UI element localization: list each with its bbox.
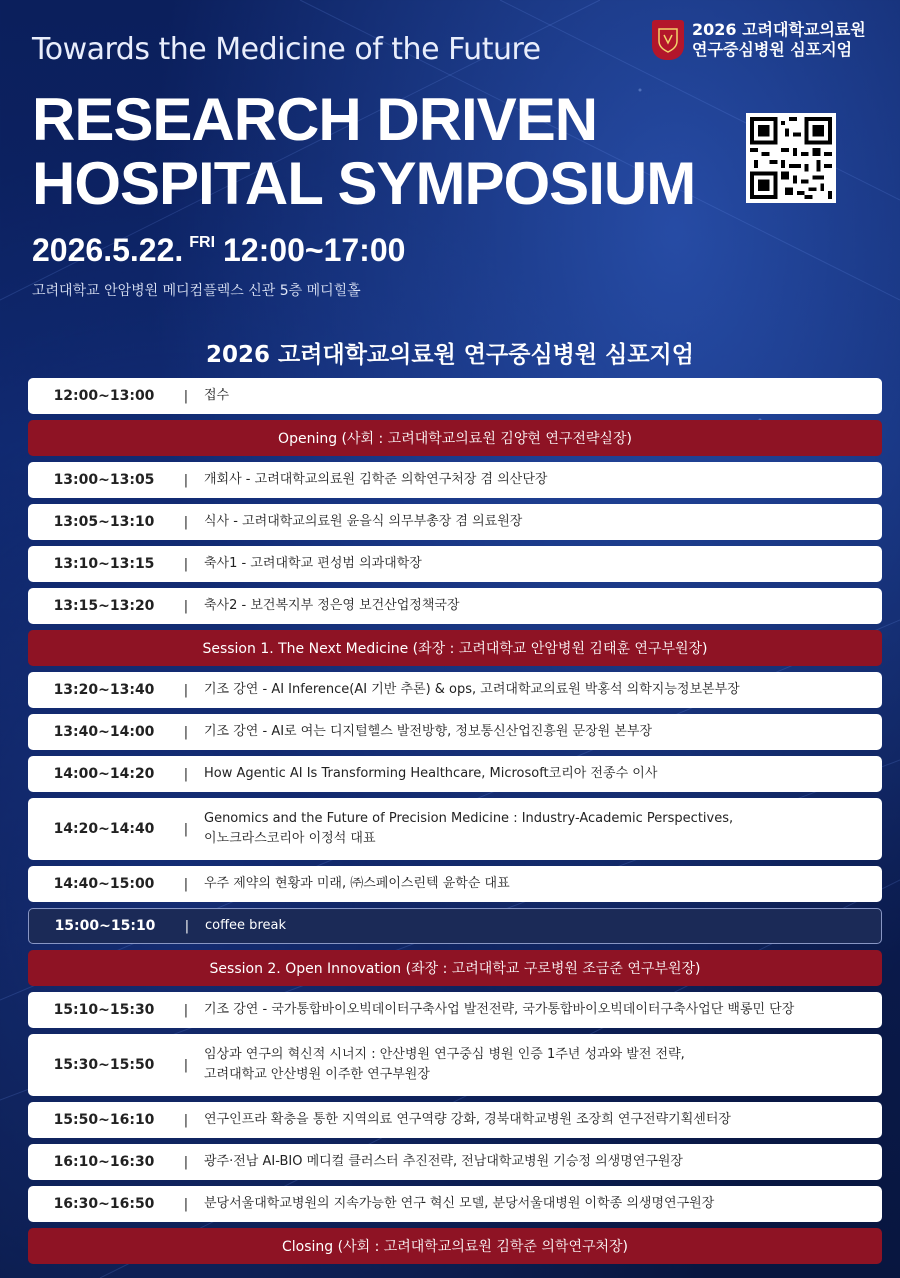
hero-title <box>32 88 695 216</box>
schedule-time: 15:00~15:10 <box>54 918 156 934</box>
schedule-row <box>28 546 882 582</box>
separator-bar: | <box>183 724 189 740</box>
schedule-time: 16:30~16:50 <box>53 1196 155 1212</box>
schedule-description <box>204 680 882 700</box>
schedule-description-line1: 기조 강연 - AI로 여는 디지털헬스 발전방향, 정보통신산업진흥원 문장원 본부장 <box>204 724 653 739</box>
session-header-label: Opening (사회 : 고려대학교의료원 김양현 연구전략실장) <box>278 431 632 447</box>
schedule-description <box>204 1152 882 1172</box>
schedule-description-line1: 광주·전남 AI-BIO 메디컬 클러스터 추진전략, 전남대학교병원 기승정 의생명연구원장 <box>204 1154 683 1169</box>
schedule-description-line1: coffee break <box>205 918 286 933</box>
separator-bar: | <box>183 682 189 698</box>
schedule-row <box>28 714 882 750</box>
schedule-time: 15:10~15:30 <box>53 1002 155 1018</box>
event-datetime <box>32 232 405 269</box>
schedule-description-line1: 임상과 연구의 혁신적 시너지 : 안산병원 연구중심 병원 인증 1주년 성과와 발전 전략, <box>204 1047 685 1062</box>
schedule-description-line1: 축사2 - 보건복지부 정은영 보건산업정책국장 <box>204 598 460 613</box>
schedule-row <box>28 672 882 708</box>
separator-bar: | <box>183 876 189 892</box>
separator-bar: | <box>183 1057 189 1073</box>
schedule-description <box>204 1110 882 1130</box>
session-header <box>28 630 882 666</box>
schedule-row <box>28 798 882 860</box>
session-header-label: Session 1. The Next Medicine (좌장 : 고려대학교 안암병원 김태훈 연구부원장) <box>202 641 708 657</box>
session-header <box>28 420 882 456</box>
schedule-description <box>204 1045 882 1085</box>
event-venue: 고려대학교 안암병원 메디컴플렉스 신관 5층 메디힐홀 <box>32 283 361 299</box>
schedule-time: 14:20~14:40 <box>53 821 155 837</box>
break-row <box>28 908 882 944</box>
schedule-time: 13:05~13:10 <box>53 514 155 530</box>
schedule-row <box>28 756 882 792</box>
schedule-description <box>204 722 882 742</box>
separator-bar: | <box>183 556 189 572</box>
hero-subtitle: Towards the Medicine of the Future <box>32 32 541 67</box>
separator-bar: | <box>183 1196 189 1212</box>
schedule-description <box>204 874 882 894</box>
schedule-row <box>28 992 882 1028</box>
separator-bar: | <box>183 821 189 837</box>
separator-bar: | <box>183 1002 189 1018</box>
schedule-time: 14:00~14:20 <box>53 766 155 782</box>
separator-bar: | <box>183 1112 189 1128</box>
schedule-description <box>204 386 882 406</box>
schedule-description-line1: 기조 강연 - AI Inference(AI 기반 추론) & ops, 고려대학교의료원 박홍석 의학지능정보본부장 <box>204 682 740 697</box>
schedule-description <box>204 470 882 490</box>
schedule-row <box>28 1144 882 1180</box>
brand-block <box>652 20 900 60</box>
schedule-description-line1: 연구인프라 확충을 통한 지역의료 연구역량 강화, 경북대학교병원 조장희 연구전략기획센터장 <box>204 1112 731 1127</box>
separator-bar: | <box>183 766 189 782</box>
schedule-row <box>28 1102 882 1138</box>
schedule-description-line2: 고려대학교 안산병원 이주한 연구부원장 <box>204 1067 430 1082</box>
schedule-row <box>28 1034 882 1096</box>
schedule-row <box>28 504 882 540</box>
schedule-description-line1: 식사 - 고려대학교의료원 윤을식 의무부총장 겸 의료원장 <box>204 514 523 529</box>
schedule-time: 14:40~15:00 <box>53 876 155 892</box>
schedule-description-line1: 접수 <box>204 388 230 403</box>
schedule-description-line2: 이노크라스코리아 이정석 대표 <box>204 831 376 846</box>
schedule-time: 13:10~13:15 <box>53 556 155 572</box>
schedule-description <box>204 764 882 784</box>
schedule-description <box>204 809 882 849</box>
schedule-description-line1: Genomics and the Future of Precision Medicine : Industry-Academic Perspectives, <box>204 811 734 826</box>
session-header-label: Closing (사회 : 고려대학교의료원 김학준 의학연구처장) <box>281 1239 629 1255</box>
schedule-row <box>28 588 882 624</box>
separator-bar: | <box>183 472 189 488</box>
event-day-of-week: FRI <box>189 234 216 251</box>
schedule-time: 13:20~13:40 <box>53 682 155 698</box>
qr-code-icon[interactable] <box>746 113 836 203</box>
schedule-time: 15:30~15:50 <box>53 1057 155 1073</box>
brand-line2: 연구중심병원 심포지엄 <box>692 40 853 59</box>
hero-title-line2: HOSPITAL SYMPOSIUM <box>32 150 696 217</box>
separator-bar: | <box>183 514 189 530</box>
session-header <box>28 950 882 986</box>
schedule-row <box>28 866 882 902</box>
schedule-description <box>204 512 882 532</box>
separator-bar: | <box>183 598 189 614</box>
schedule-description <box>204 554 882 574</box>
schedule-description-line1: 개회사 - 고려대학교의료원 김학준 의학연구처장 겸 의산단장 <box>204 472 548 487</box>
schedule-table <box>28 378 882 1270</box>
schedule-row <box>28 462 882 498</box>
separator-bar: | <box>184 918 190 934</box>
hero-title-line1: RESEARCH DRIVEN <box>32 86 598 153</box>
session-header <box>28 1228 882 1264</box>
schedule-description <box>204 1000 882 1020</box>
schedule-time: 13:00~13:05 <box>53 472 155 488</box>
schedule-description-line1: 분당서울대학교병원의 지속가능한 연구 혁신 모델, 분당서울대병원 이학종 의생명연구원장 <box>204 1196 715 1211</box>
separator-bar: | <box>183 1154 189 1170</box>
schedule-description <box>204 1194 882 1214</box>
schedule-description <box>204 596 882 616</box>
schedule-time: 15:50~16:10 <box>53 1112 155 1128</box>
brand-line1: 2026 고려대학교의료원 <box>692 20 866 39</box>
brand-text <box>692 20 866 60</box>
schedule-time: 13:15~13:20 <box>53 598 155 614</box>
event-time: 12:00~17:00 <box>223 232 406 268</box>
schedule-time: 12:00~13:00 <box>53 388 155 404</box>
schedule-row <box>28 378 882 414</box>
schedule-row <box>28 1186 882 1222</box>
schedule-description-line1: How Agentic AI Is Transforming Healthcare, Microsoft코리아 전종수 이사 <box>204 766 658 781</box>
schedule-time: 13:40~14:00 <box>53 724 155 740</box>
schedule-description-line1: 우주 제약의 현황과 미래, ㈜스페이스린텍 윤학순 대표 <box>204 876 510 891</box>
event-date: 2026.5.22. <box>32 232 184 268</box>
university-crest-icon <box>652 20 684 60</box>
schedule-description-line1: 기조 강연 - 국가통합바이오빅데이터구축사업 발전전략, 국가통합바이오빅데이터구축사업단 백롱민 단장 <box>204 1002 795 1017</box>
schedule-time: 16:10~16:30 <box>53 1154 155 1170</box>
schedule-description-line1: 축사1 - 고려대학교 편성범 의과대학장 <box>204 556 422 571</box>
schedule-description <box>205 916 881 936</box>
session-header-label: Session 2. Open Innovation (좌장 : 고려대학교 구로병원 조금준 연구부원장) <box>209 961 701 977</box>
program-title: 2026 고려대학교의료원 연구중심병원 심포지엄 <box>206 342 694 368</box>
separator-bar: | <box>183 388 189 404</box>
